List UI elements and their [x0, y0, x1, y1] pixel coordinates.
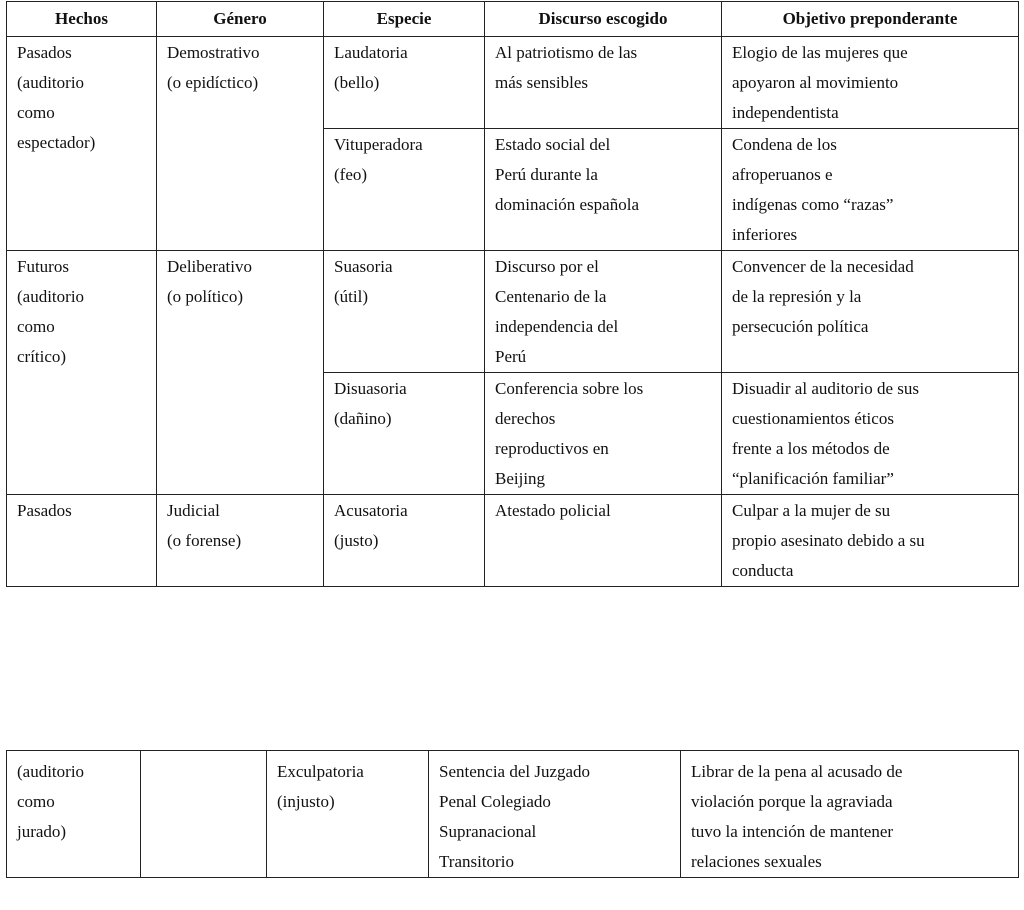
cell-line: cuestionamientos éticos [732, 409, 894, 428]
cell-line: (auditorio [17, 762, 85, 781]
cell-line: Demostrativo [167, 43, 260, 62]
cell-line: conducta [732, 561, 794, 580]
cell-objetivo [681, 751, 1019, 878]
cell-hechos [7, 37, 157, 251]
cell-line: persecución política [732, 317, 869, 336]
cell-line: independentista [732, 103, 839, 122]
cell-line: reproductivos en [495, 439, 609, 458]
cell-line: como [17, 792, 55, 811]
cell-line: Suasoria [334, 257, 393, 276]
cell-line: tuvo la intención de mantener [691, 822, 894, 841]
cell-line: Pasados [17, 501, 72, 520]
cell-line: Exculpatoria [277, 762, 364, 781]
header-discurso: Discurso escogido [485, 2, 722, 37]
header-hechos: Hechos [7, 2, 157, 37]
cell-line: Transitorio [439, 852, 514, 871]
cell-line: (auditorio [17, 287, 85, 306]
cell-line: violación porque la agraviada [691, 792, 893, 811]
cell-line: jurado) [17, 822, 67, 841]
cell-genero [157, 251, 324, 495]
cell-genero [157, 495, 324, 587]
cell-objetivo [722, 251, 1019, 373]
cell-hechos [7, 751, 141, 878]
table-row [7, 495, 1019, 587]
cell-discurso [485, 37, 722, 129]
cell-especie [324, 495, 485, 587]
cell-objetivo [722, 37, 1019, 129]
rhetoric-genres-table [6, 1, 1019, 587]
cell-line: “planificación familiar” [732, 469, 894, 488]
cell-discurso [429, 751, 681, 878]
cell-line: más sensibles [495, 73, 589, 92]
cell-line: frente a los métodos de [732, 439, 890, 458]
cell-line: Sentencia del Juzgado [439, 762, 591, 781]
cell-line: Condena de los [732, 135, 837, 154]
cell-line: Librar de la pena al acusado de [691, 762, 903, 781]
table-row [7, 751, 1019, 878]
cell-discurso [485, 251, 722, 373]
cell-line: Estado social del [495, 135, 611, 154]
cell-line: Supranacional [439, 822, 537, 841]
cell-discurso [485, 495, 722, 587]
header-row [7, 2, 1019, 37]
cell-line: como [17, 317, 55, 336]
cell-especie [267, 751, 429, 878]
cell-genero [157, 37, 324, 251]
cell-line: Disuasoria [334, 379, 407, 398]
cell-line: Centenario de la [495, 287, 607, 306]
cell-line: Al patriotismo de las [495, 43, 638, 62]
cell-line: dominación española [495, 195, 639, 214]
rhetoric-genres-table-continued [6, 750, 1019, 878]
cell-line: apoyaron al movimiento [732, 73, 899, 92]
cell-line: (o político) [167, 287, 244, 306]
cell-line: Futuros [17, 257, 69, 276]
cell-line: Conferencia sobre los [495, 379, 644, 398]
cell-especie [324, 129, 485, 251]
cell-line: como [17, 103, 55, 122]
cell-line: Perú [495, 347, 527, 366]
table-row [7, 251, 1019, 373]
cell-discurso [485, 129, 722, 251]
cell-objetivo [722, 373, 1019, 495]
header-objetivo: Objetivo preponderante [722, 2, 1019, 37]
cell-hechos [7, 251, 157, 495]
cell-line: (o epidíctico) [167, 73, 259, 92]
cell-line: espectador) [17, 133, 96, 152]
cell-line: (justo) [334, 531, 379, 550]
cell-line: crítico) [17, 347, 67, 366]
header-genero: Género [157, 2, 324, 37]
cell-line: Culpar a la mujer de su [732, 501, 891, 520]
cell-line: indígenas como “razas” [732, 195, 894, 214]
header-especie: Especie [324, 2, 485, 37]
cell-line: (feo) [334, 165, 368, 184]
cell-line: Discurso por el [495, 257, 599, 276]
cell-objetivo [722, 129, 1019, 251]
cell-line: (bello) [334, 73, 380, 92]
cell-line: Acusatoria [334, 501, 408, 520]
cell-line: Laudatoria [334, 43, 408, 62]
cell-line: de la represión y la [732, 287, 862, 306]
cell-objetivo [722, 495, 1019, 587]
cell-especie [324, 373, 485, 495]
cell-genero [141, 751, 267, 878]
cell-line: Atestado policial [495, 501, 611, 520]
cell-line: Disuadir al auditorio de sus [732, 379, 919, 398]
cell-line: Judicial [167, 501, 220, 520]
cell-line: independencia del [495, 317, 619, 336]
cell-line: inferiores [732, 225, 798, 244]
cell-line: Penal Colegiado [439, 792, 551, 811]
cell-line: derechos [495, 409, 556, 428]
cell-line: propio asesinato debido a su [732, 531, 925, 550]
cell-line: Convencer de la necesidad [732, 257, 914, 276]
cell-especie [324, 37, 485, 129]
table-row [7, 37, 1019, 129]
cell-line: afroperuanos e [732, 165, 833, 184]
cell-line: (o forense) [167, 531, 242, 550]
cell-hechos [7, 495, 157, 587]
cell-line: (auditorio [17, 73, 85, 92]
cell-line: relaciones sexuales [691, 852, 822, 871]
cell-line: (útil) [334, 287, 368, 306]
cell-line: Elogio de las mujeres que [732, 43, 908, 62]
cell-line: (injusto) [277, 792, 335, 811]
cell-line: Beijing [495, 469, 546, 488]
cell-especie [324, 251, 485, 373]
cell-line: Deliberativo [167, 257, 252, 276]
cell-line: Pasados [17, 43, 72, 62]
cell-line: Vituperadora [334, 135, 423, 154]
cell-line: (dañino) [334, 409, 392, 428]
cell-discurso [485, 373, 722, 495]
cell-line: Perú durante la [495, 165, 598, 184]
